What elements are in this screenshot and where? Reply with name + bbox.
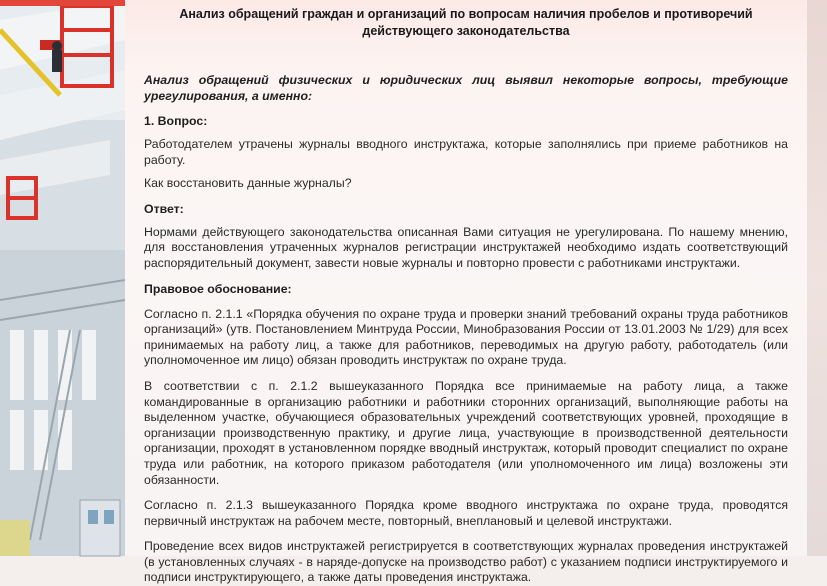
background-photo-right: [807, 0, 827, 556]
question-paragraph: Как восстановить данные журналы?: [144, 176, 352, 191]
background-photo-left: [0, 0, 125, 556]
document-content: [125, 0, 807, 585]
intro-text: Анализ обращений физических и юридических лиц выявил некоторые вопросы, требующие урегулирования, а именно:: [144, 73, 788, 103]
legal-paragraph: Проведение всех видов инструктажей регистрируется в соответствующих журналах проведения инструктажей (в установленных случаях - в наряде-допуске на производство работ) с указанием подписи инструктируемого и подписи инструктирующего, а также даты проведения инструктажа.: [144, 539, 788, 585]
legal-paragraph: Согласно п. 2.1.3 вышеуказанного Порядка кроме вводного инструктажа по охране труда, проводятся первичный инструктаж на рабочем месте, повторный, внеплановый и целевой инструктажи.: [144, 498, 788, 528]
question-heading: 1. Вопрос:: [144, 114, 208, 128]
answer-paragraph: Нормами действующего законодательства описанная Вами ситуация не урегулирована. По нашему мнению, для восстановления утраченных журналов регистрации инструктажей необходимо издать соответствующий распорядительный документ, завести новые журналы и повторно провести с работниками инструктажи.: [144, 224, 788, 270]
page-title: Анализ обращений граждан и организаций по вопросам наличия пробелов и противоречий действующего законодательства: [179, 7, 753, 38]
legal-basis-heading: Правовое обоснование:: [144, 281, 292, 296]
question-paragraph: Работодателем утрачены журналы вводного инструктажа, которые заполнялись при приеме работников на работу.: [144, 137, 788, 167]
answer-heading: Ответ:: [144, 201, 184, 216]
industrial-crane-illustration: [0, 0, 125, 556]
legal-paragraph: Согласно п. 2.1.1 «Порядка обучения по охране труда и проверки знаний требований охраны труда работников организаций» (утв. Постановлением Минтруда России, Минобразования России от 13.01.2003 № 1/29) для всех принимаемых на работу лиц, а также для работников, переводимых на другую работу, работодатель (или уполномоченное им лицо) обязан проводить инструктаж по охране труда.: [144, 306, 788, 368]
legal-paragraph: В соответствии с п. 2.1.2 вышеуказанного Порядка все принимаемые на работу лица, а также командированные в организацию работники и работники сторонних организаций, выполняющие работы на выделенном участке, обучающиеся образовательных учреждений соответствующих уровней, проходящие в организации производственную практику, и другие лица, участвующие в производственной деятельности организации, проходят в установленном порядке вводный инструктаж, который проводит специалист по охране труда или работник, на которого приказом работодателя (или уполномоченного им лица) возложены эти обязанности.: [144, 378, 788, 487]
